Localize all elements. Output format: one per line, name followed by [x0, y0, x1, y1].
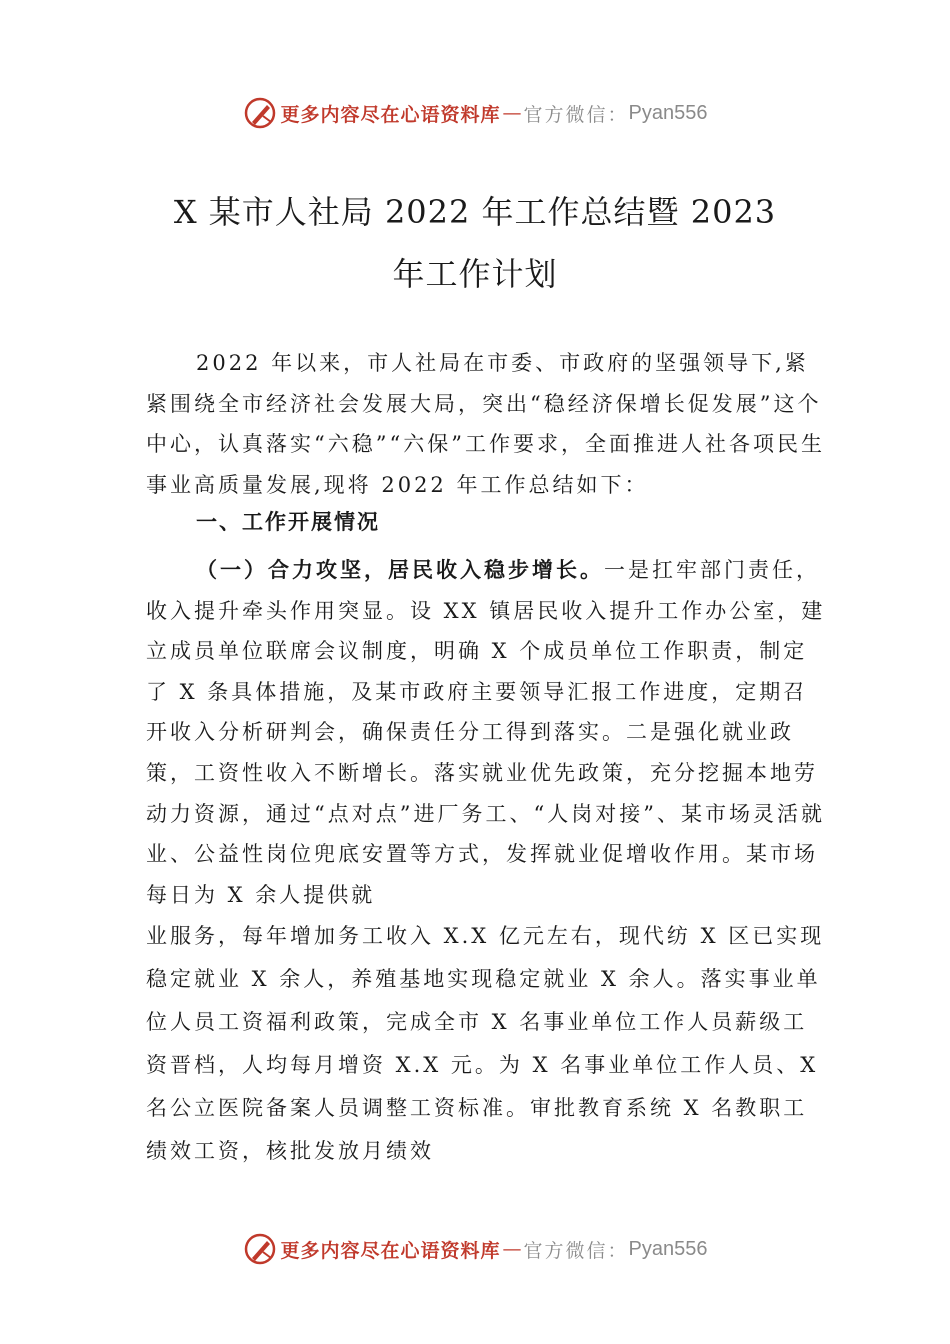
watermark-id: Pyan556	[628, 1237, 708, 1260]
body-continuation-text: 业服务，每年增加务工收入 X.X 亿元左右，现代纺 X 区已实现稳定就业 X 余人，养殖基地实现稳定就业 X 余人。落实事业单位人员工资福利政策，完成全市 X 名事业单位工作人员薪级工资晋档，人均每月增资 X.X 元。为 X 名事业单位工作人员、X 名公立医院备案人员调整工资标准。审批教育系统 X 名教职工绩效工资，核批发放月绩效	[146, 924, 825, 1163]
section-heading: 一、工作开展情况	[196, 510, 380, 534]
subsection-paragraph	[146, 550, 826, 915]
watermark-dash: —	[502, 102, 522, 124]
pen-circle-logo-icon	[243, 1232, 277, 1266]
watermark-brand: 更多内容尽在心语资料库	[280, 103, 501, 126]
watermark-label: 官方微信：	[523, 1239, 629, 1262]
watermark-label: 官方微信：	[523, 103, 629, 126]
subsection-body: 一是扛牢部门责任，收入提升牵头作用突显。设 XX 镇居民收入提升工作办公室，建立成员单位联席会议制度，明确 X 个成员单位工作职责，制定了 X 条具体措施，及某市政府主要领导汇报工作进度，定期召开收入分析研判会，确保责任分工得到落实。二是强化就业政策，工资性收入不断增长。落实就业优先政策，充分挖掘本地劳动力资源，通过“点对点”进厂务工、“人岗对接”、某市场灵活就业、公益性岗位兜底安置等方式，发挥就业促增收作用。某市场每日为 X 余人提供就	[146, 558, 826, 907]
watermark-brand: 更多内容尽在心语资料库	[280, 1239, 501, 1262]
document-title-line2: 年工作计划	[392, 255, 558, 293]
body-continuation	[146, 915, 826, 1173]
watermark-header	[0, 96, 950, 130]
pen-circle-logo-icon	[243, 96, 277, 130]
document-title-line1: X 某市人社局 2022 年工作总结暨 2023	[173, 193, 777, 231]
subsection-lead: （一）合力攻坚，居民收入稳步增长。	[196, 557, 604, 582]
watermark-footer	[0, 1232, 950, 1266]
watermark-id: Pyan556	[628, 101, 708, 124]
intro-paragraph	[146, 343, 826, 505]
intro-text: 2022 年以来，市人社局在市委、市政府的坚强领导下,紧紧围绕全市经济社会发展大局，突出“稳经济保增长促发展”这个中心，认真落实“六稳”“六保”工作要求，全面推进人社各项民生事业高质量发展,现将 2022 年工作总结如下：	[146, 351, 825, 497]
watermark-dash: —	[502, 1238, 522, 1260]
